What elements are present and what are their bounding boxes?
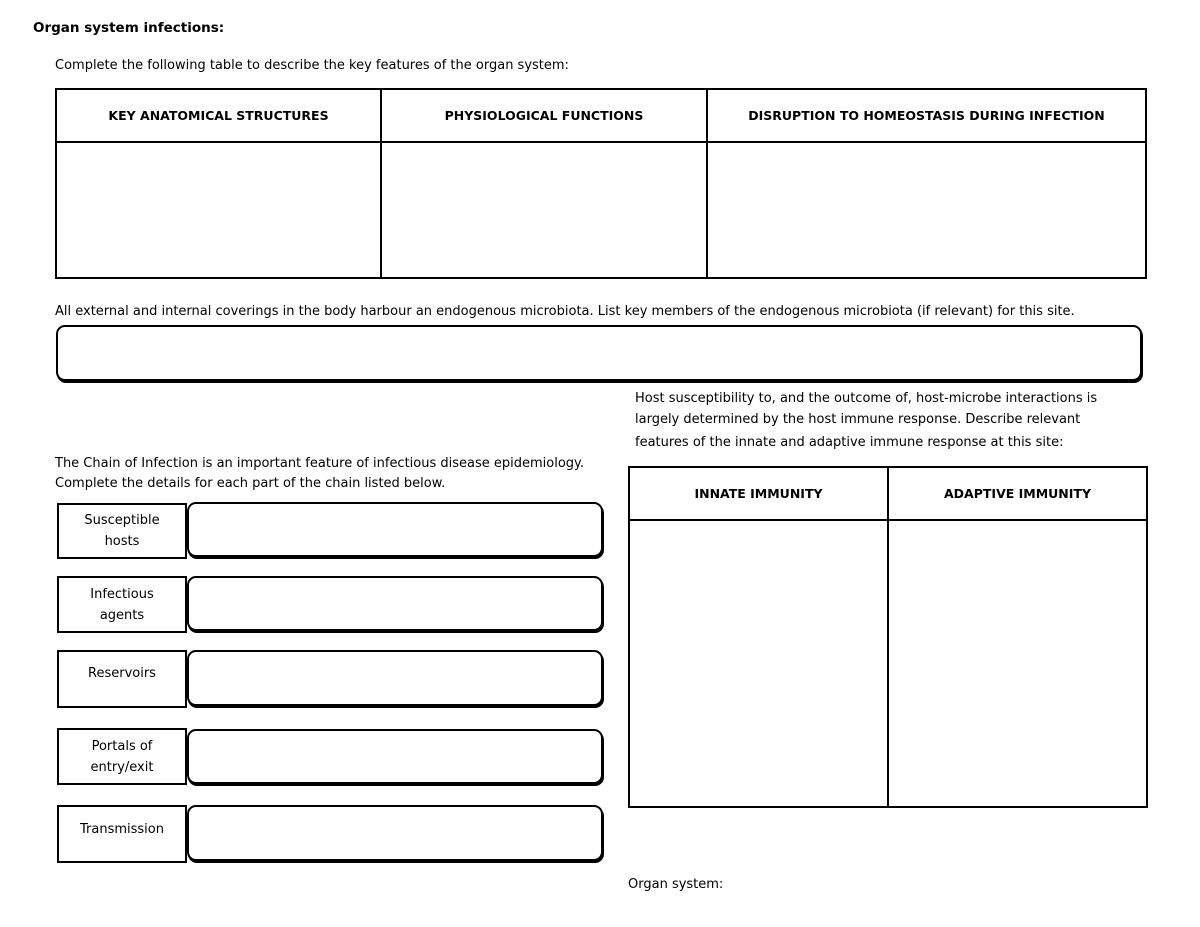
microbiota-answer-box[interactable] bbox=[56, 325, 1142, 381]
chain-field-portals-of-entry-exit[interactable] bbox=[187, 729, 603, 784]
chain-label-infectious-agents: Infectious agents bbox=[57, 576, 187, 633]
header-anatomical-structures: KEY ANATOMICAL STRUCTURES bbox=[56, 89, 381, 142]
chain-label-reservoirs: Reservoirs bbox=[57, 650, 187, 708]
organ-features-table bbox=[55, 88, 1147, 279]
anatomical-structures-cell[interactable] bbox=[56, 142, 381, 278]
chain-field-susceptible-hosts[interactable] bbox=[187, 502, 603, 557]
header-adaptive-immunity: ADAPTIVE IMMUNITY bbox=[888, 467, 1147, 520]
innate-immunity-cell[interactable] bbox=[629, 520, 888, 807]
header-physiological-functions: PHYSIOLOGICAL FUNCTIONS bbox=[381, 89, 707, 142]
chain-field-reservoirs[interactable] bbox=[187, 650, 603, 706]
microbiota-instructions: All external and internal coverings in the body harbour an endogenous microbiota. List key members of the endogenous microbiota (if relevant) for this site. bbox=[55, 304, 1075, 319]
header-innate-immunity: INNATE IMMUNITY bbox=[629, 467, 888, 520]
immune-prompt-line-1: Host susceptibility to, and the outcome of, host-microbe interactions is bbox=[635, 391, 1098, 406]
immune-prompt-line-3: features of the innate and adaptive immune response at this site: bbox=[635, 435, 1064, 450]
chain-label-portals-of-entry-exit: Portals of entry/exit bbox=[57, 728, 187, 785]
adaptive-immunity-cell[interactable] bbox=[888, 520, 1147, 807]
chain-field-transmission[interactable] bbox=[187, 805, 603, 861]
chain-prompt-line-2: Complete the details for each part of the chain listed below. bbox=[55, 476, 446, 491]
header-disruption-homeostasis: DISRUPTION TO HOMEOSTASIS DURING INFECTION bbox=[707, 89, 1146, 142]
page-title: Organ system infections: bbox=[33, 20, 225, 36]
table-instructions: Complete the following table to describe the key features of the organ system: bbox=[55, 58, 569, 73]
immune-prompt-line-2: largely determined by the host immune response. Describe relevant bbox=[635, 412, 1081, 427]
immunity-table bbox=[628, 466, 1148, 808]
chain-prompt-line-1: The Chain of Infection is an important feature of infectious disease epidemiology. bbox=[55, 456, 585, 471]
chain-field-infectious-agents[interactable] bbox=[187, 576, 603, 631]
physiological-functions-cell[interactable] bbox=[381, 142, 707, 278]
organ-system-label: Organ system: bbox=[628, 877, 724, 892]
chain-label-transmission: Transmission bbox=[57, 805, 187, 863]
chain-label-susceptible-hosts: Susceptible hosts bbox=[57, 503, 187, 559]
disruption-homeostasis-cell[interactable] bbox=[707, 142, 1146, 278]
